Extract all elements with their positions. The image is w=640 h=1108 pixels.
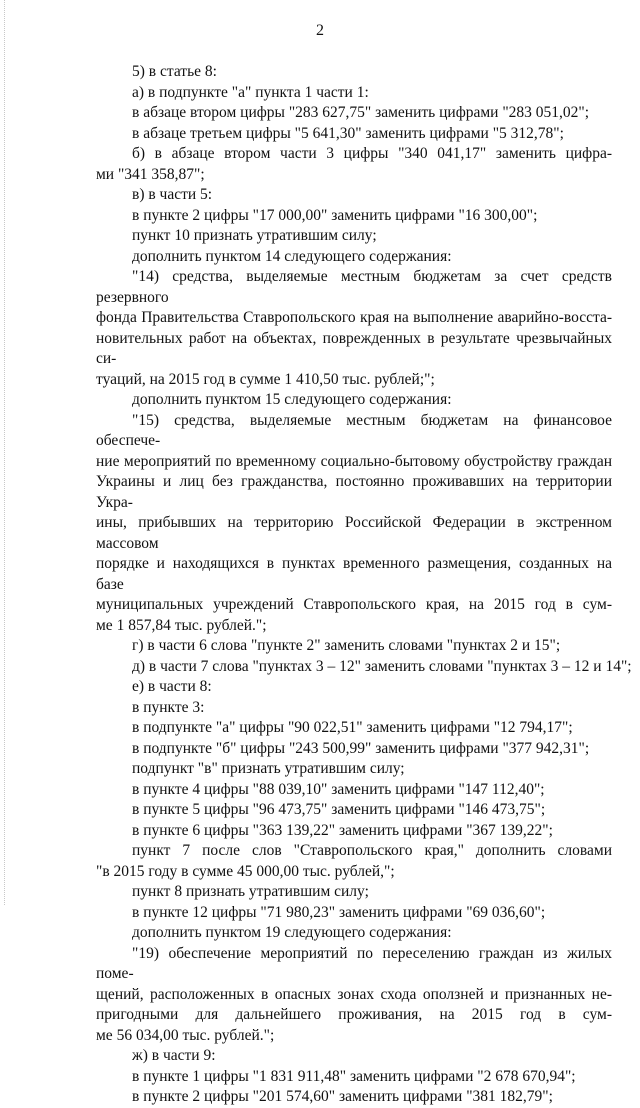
text-line: в пункте 3: bbox=[132, 698, 205, 716]
text-line: пункт 10 признать утратившим силу; bbox=[132, 227, 377, 244]
text-line: дополнить пунктом 15 следующего содержания: bbox=[132, 391, 452, 408]
text-line: ние мероприятий по временному социально-бытовому обустройству граждан bbox=[96, 452, 612, 470]
text-line: дополнить пунктом 19 следующего содержания: bbox=[132, 924, 452, 941]
document-body bbox=[96, 62, 632, 1108]
text-line: в) в части 5: bbox=[132, 186, 213, 203]
text-line: а) в подпункте "а" пункта 1 части 1: bbox=[132, 83, 369, 101]
text-line: муниципальных учреждений Ставропольского края, на 2015 год в сум- bbox=[96, 596, 612, 613]
text-line: ми "341 358,87"; bbox=[96, 165, 205, 183]
text-line: в пункте 2 цифры "17 000,00" заменить цифрами "16 300,00"; bbox=[132, 206, 538, 224]
text-line: 5) в статье 8: bbox=[132, 63, 217, 80]
text-line: щений, расположенных в опасных зонах схода оползней и признанных не- bbox=[96, 985, 612, 1003]
text-line: пункт 7 после слов "Ставропольского края," дополнить словами bbox=[132, 842, 612, 859]
text-line: в пункте 5 цифры "96 473,75" заменить цифрами "146 473,75"; bbox=[132, 801, 546, 818]
text-line: "в 2015 году в сумме 45 000,00 тыс. рублей,"; bbox=[96, 862, 395, 880]
text-line: туаций, на 2015 год в сумме 1 410,50 тыс. рублей;"; bbox=[96, 370, 435, 388]
scan-edge-divider bbox=[4, 0, 5, 905]
text-line: е) в части 8: bbox=[132, 678, 212, 695]
text-line: в абзаце третьем цифры "5 641,30" заменить цифрами "5 312,78"; bbox=[132, 124, 564, 142]
text-line: Украины и лиц без гражданства, постоянно проживавших на территории Укра- bbox=[96, 473, 612, 511]
text-line: подпункт "в" признать утратившим силу; bbox=[132, 760, 405, 777]
text-line: "19) обеспечение мероприятий по переселению граждан из жилых поме- bbox=[96, 944, 612, 982]
text-line: ме 1 857,84 тыс. рублей."; bbox=[96, 616, 267, 634]
text-line: ме 56 034,00 тыс. рублей."; bbox=[96, 1026, 275, 1044]
text-line: в подпункте "б" цифры "243 500,99" заменить цифрами "377 942,31"; bbox=[132, 739, 590, 757]
text-line: "15) средства, выделяемые местным бюджетам на финансовое обеспече- bbox=[96, 411, 612, 449]
text-line: "14) средства, выделяемые местным бюджетам за счет средств резервного bbox=[96, 268, 612, 306]
text-line: фонда Правительства Ставропольского края на выполнение аварийно-восста- bbox=[96, 309, 612, 326]
text-line: порядке и находящихся в пунктах временного размещения, созданных на базе bbox=[96, 555, 612, 593]
text-line: в подпункте "а" цифры "90 022,51" заменить цифрами "12 794,17"; bbox=[132, 719, 573, 736]
text-line: г) в части 6 слова "пункте 2" заменить словами "пунктах 2 и 15"; bbox=[132, 637, 561, 654]
text-line: пригодными для дальнейшего проживания, на 2015 год в сум- bbox=[96, 1006, 612, 1023]
text-line: новительных работ на объектах, поврежденных в результате чрезвычайных си- bbox=[96, 329, 612, 367]
text-line: б) в абзаце втором части 3 цифры "340 041,17" заменить цифра- bbox=[132, 145, 612, 162]
text-line: ины, прибывших на территорию Российской Федерации в экстренном массовом bbox=[96, 514, 612, 552]
text-line: в пункте 1 цифры "1 831 911,48" заменить цифрами "2 678 670,94"; bbox=[132, 1067, 576, 1085]
text-line: дополнить пунктом 14 следующего содержания: bbox=[132, 247, 452, 265]
text-line: в пункте 12 цифры "71 980,23" заменить цифрами "69 036,60"; bbox=[132, 903, 546, 921]
page-number: 2 bbox=[316, 22, 324, 39]
text-line: в пункте 6 цифры "363 139,22" заменить цифрами "367 139,22"; bbox=[132, 821, 553, 839]
text-line: в абзаце втором цифры "283 627,75" заменить цифрами "283 051,02"; bbox=[132, 104, 590, 121]
text-line: в пункте 2 цифры "201 574,60" заменить цифрами "381 182,79"; bbox=[132, 1088, 553, 1105]
text-line: д) в части 7 слова "пунктах 3 – 12" заменить словами "пунктах 3 – 12 и 14"; bbox=[132, 657, 632, 675]
text-line: ж) в части 9: bbox=[132, 1047, 216, 1064]
text-line: в пункте 4 цифры "88 039,10" заменить цифрами "147 112,40"; bbox=[132, 780, 545, 798]
text-line: пункт 8 признать утратившим силу; bbox=[132, 883, 369, 900]
